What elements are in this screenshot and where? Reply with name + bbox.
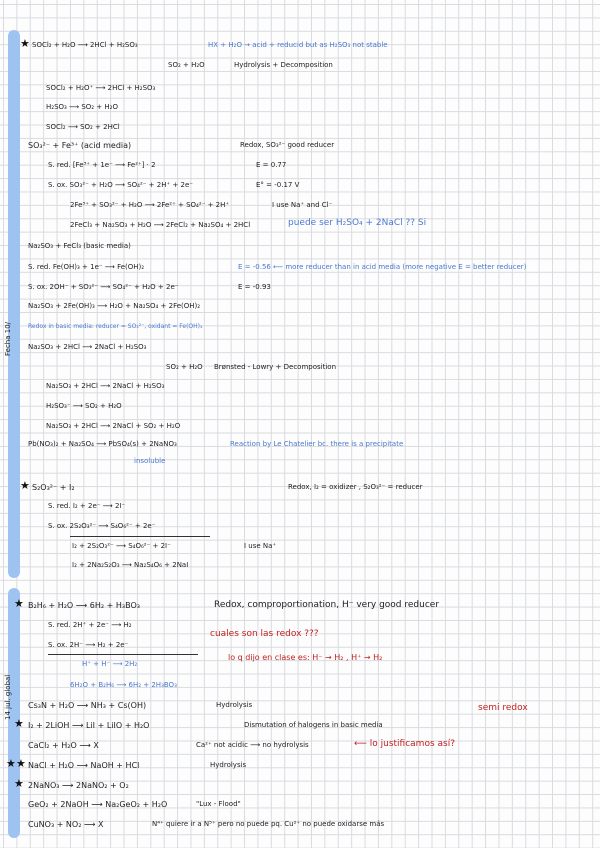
equation-line: CuNO₃ + NO₂ ⟶ X [28,820,104,829]
note: N⁴⁺ quiere ir a N⁵⁺ pero no puede pq. Cu²⁺ no puede oxidarse más [152,820,385,828]
equation-line: S. red. 2H⁺ + 2e⁻ ⟶ H₂ [48,621,132,629]
note: Ca²⁺ not acidic ⟶ no hydrolysis [196,741,309,749]
note: Hydrolysis [216,701,253,709]
note: I use Na⁺ [244,542,277,550]
equation-line: SO₂ + H₂O [166,363,203,371]
equation-line: H₂SO₃⁻ ⟶ SO₂ + H₂O [46,402,122,410]
equation-line: S. ox. 2OH⁻ + SO₃²⁻ ⟶ SO₄²⁻ + H₂O + 2e⁻ [28,283,179,291]
equation-line: S. red. [Fe³⁺ + 1e⁻ ⟶ Fe²⁺] · 2 [48,161,156,169]
equation-line: SOCl₂ + H₂O ⟶ 2HCl + H₂SO₃ [32,41,138,49]
equation-line: S. ox. SO₃²⁻ + H₂O ⟶ SO₄²⁻ + 2H⁺ + 2e⁻ [48,181,193,189]
equation-line: Na₂SO₃ + 2HCl ⟶ 2NaCl + H₂SO₃ [28,343,147,351]
note: cuales son las redox ??? [210,629,319,639]
note: Redox in basic media: reducer = SO₃²⁻, oxidant = Fe(OH)₃ [28,323,203,330]
note: puede ser H₂SO₄ + 2NaCl ?? Si [288,218,427,228]
note: Brønsted - Lowry + Decomposition [214,363,337,371]
divider [48,654,198,655]
equation-line: CaCl₂ + H₂O ⟶ X [28,741,99,750]
equation-line: 6H₂O + B₂H₆ ⟶ 6H₂ + 2H₃BO₃ [70,681,177,689]
note: Redox, I₂ = oxidizer , S₂O₃²⁻ = reducer [288,483,423,491]
note: HX + H₂O → acid + reducid but as H₂SO₃ not stable [208,41,388,49]
star-icon: ★ [16,757,26,770]
equation-line: S. ox. 2H⁻ ⟶ H₂ + 2e⁻ [48,641,129,649]
note: Reaction by Le Chatelier bc. there is a precipitate [230,440,404,448]
equation-line: H₂SO₃ ⟶ SO₂ + H₂O [46,103,118,111]
equation-line: S. red. I₂ + 2e⁻ ⟶ 2I⁻ [48,502,126,510]
note: semi redox [478,703,528,713]
note: "Lux - Flood" [196,800,241,808]
equation-line: S. red. Fe(OH)₃ + 1e⁻ ⟶ Fe(OH)₂ [28,263,145,271]
star-icon: ★ [20,479,30,492]
note: E = -0.93 [238,283,271,291]
equation-line: 2FeCl₃ + Na₂SO₃ + H₂O ⟶ 2FeCl₂ + Na₂SO₄ + 2HCl [70,221,251,229]
equation-line: I₂ + 2Na₂S₂O₃ ⟶ Na₂S₄O₆ + 2NaI [72,561,189,569]
equation-line: Cs₃N + H₂O ⟶ NH₃ + Cs(OH) [28,701,147,710]
equation-line: I₂ + 2S₂O₃²⁻ ⟶ S₄O₆²⁻ + 2I⁻ [72,542,171,550]
equation-line: S. ox. 2S₂O₃²⁻ ⟶ S₄O₆²⁻ + 2e⁻ [48,522,156,530]
equation-line: 2Fe³⁺ + SO₃²⁻ + H₂O ⟶ 2Fe²⁺ + SO₄²⁻ + 2H⁺ [70,201,230,209]
star-icon: ★ [14,717,24,730]
equation-line: Na₂SO₃ + 2HCl ⟶ 2NaCl + H₂SO₃ [46,382,165,390]
star-icon: ★ [20,37,30,50]
note: ⟵ lo justificamos así? [354,739,455,749]
note: E° = -0.17 V [256,181,300,189]
divider [70,536,210,537]
note: E = -0.56 ⟵ more reducer than in acid media (more negative E = better reducer) [238,263,527,271]
note: insoluble [134,457,166,465]
equation-line: SOCl₂ ⟶ SO₂ + 2HCl [46,123,120,131]
equation-line: Na₂SO₃ + FeCl₃ (basic media) [28,242,131,250]
equation-line: I₂ + 2LiOH ⟶ LiI + LiIO + H₂O [28,721,150,730]
note: I use Na⁺ and Cl⁻ [272,201,333,209]
note: E = 0.77 [256,161,287,169]
margin-label-1: Fecha 10/ [4,321,12,356]
equation-line: S₂O₃²⁻ + I₂ [32,483,75,492]
equation-line: 2NaNO₃ ⟶ 2NaNO₂ + O₂ [28,781,129,790]
note: Hydrolysis [210,761,247,769]
star-icon: ★ [6,757,16,770]
note: Redox, SO₃²⁻ good reducer [240,141,335,149]
star-icon: ★ [14,777,24,790]
note: lo q dijo en clase es: H⁻ → H₂ , H⁺ → H₂ [228,653,383,662]
star-icon: ★ [14,597,24,610]
equation-line: Na₂SO₃ + 2HCl ⟶ 2NaCl + SO₂ + H₂O [46,422,181,430]
equation-line: GeO₂ + 2NaOH ⟶ Na₂GeO₂ + H₂O [28,800,168,809]
note: Redox, comproportionation, H⁻ very good reducer [214,600,440,610]
margin-label-2: 14 jul. global [4,674,12,720]
note: Dismutation of halogens in basic media [244,721,383,729]
equation-line: Pb(NO₃)₂ + Na₂SO₄ ⟶ PbSO₄(s) + 2NaNO₃ [28,440,177,448]
equation-line: NaCl + H₂O ⟶ NaOH + HCl [28,761,140,770]
note: Hydrolysis + Decomposition [234,61,333,69]
equation-line: Na₂SO₃ + 2Fe(OH)₃ ⟶ H₂O + Na₂SO₄ + 2Fe(OH)₂ [28,302,201,310]
equation-line: SOCl₂ + H₂O⁺ ⟶ 2HCl + H₂SO₃ [46,84,156,92]
equation-line: SO₃²⁻ + Fe³⁺ (acid media) [28,141,132,150]
equation-line: SO₂ + H₂O [168,61,205,69]
equation-line: B₂H₆ + H₂O ⟶ 6H₂ + H₃BO₃ [28,601,140,610]
equation-line: H⁺ + H⁻ ⟶ 2H₂ [82,660,138,668]
section-tab-1 [8,30,20,578]
